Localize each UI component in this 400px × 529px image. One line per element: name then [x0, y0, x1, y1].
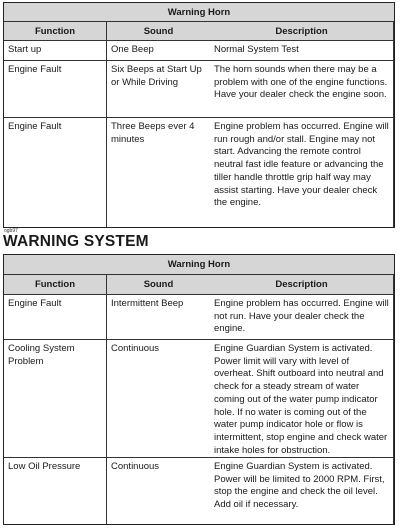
table-cell-sound: Six Beeps at Start Up or While Driving	[107, 61, 210, 118]
table-title: Warning Horn	[4, 255, 394, 275]
table-cell-sound: Continuous	[111, 461, 160, 472]
column-header-sound: Sound	[107, 275, 210, 295]
table-cell-description: Normal System Test	[210, 41, 394, 61]
column-header-function: Function	[4, 22, 107, 41]
column-header-description: Description	[210, 275, 394, 295]
column-header-sound: Sound	[107, 22, 210, 41]
table-cell-function: Start up	[4, 41, 107, 61]
table-title: Warning Horn	[4, 3, 394, 22]
table-cell-function: Engine Fault	[4, 295, 107, 340]
table-cell-function: Engine Fault	[4, 118, 107, 227]
table-cell-description: Engine problem has occurred. Engine will not run. Have your dealer check the engine.	[210, 295, 394, 340]
table-cell-description: Engine problem has occurred. Engine will run rough and/or stall. Engine may not start. Advancing the remote control neutral fast idle feature or advancing the tiller handle throttle grip half way may assist starting. Have your dealer check the engine.	[210, 118, 394, 227]
table-cell-function: Low Oil Pressure	[4, 458, 107, 524]
table-cell-description: The horn sounds when there may be a problem with one of the engine functions. Have your dealer check the engine soon.	[210, 61, 394, 118]
table-cell-sound: One Beep	[107, 41, 210, 61]
warning-horn-table-2	[3, 254, 395, 525]
table-cell-description: Engine Guardian System is activated. Power will be limited to 2000 RPM. First, stop the engine and check the oil level. Add oil if necessary.	[210, 458, 394, 524]
table-cell-sound: Intermittent Beep	[107, 295, 210, 340]
section-heading: WARNING SYSTEM	[3, 233, 149, 250]
table-cell-function: Cooling System Problem	[4, 340, 107, 458]
warning-horn-table-1	[3, 2, 395, 228]
table-cell-function: Engine Fault	[4, 61, 107, 118]
table-cell-sound: Continuous	[107, 340, 210, 458]
column-header-function: Function	[4, 275, 107, 295]
column-header-description: Description	[210, 22, 394, 41]
table-cell-sound: Three Beeps ever 4 minutes	[111, 121, 195, 145]
table-cell-description: Engine Guardian System is activated. Power limit will vary with level of overheat. Shift outboard into neutral and check for a steady stream of water coming out of the water pump indicator hole. If no water is coming out of the water pump indicator hole or flow is intermittent, stop engine and check water intake holes for obstruction.	[210, 340, 394, 458]
figure-code: ogb97	[4, 228, 18, 234]
